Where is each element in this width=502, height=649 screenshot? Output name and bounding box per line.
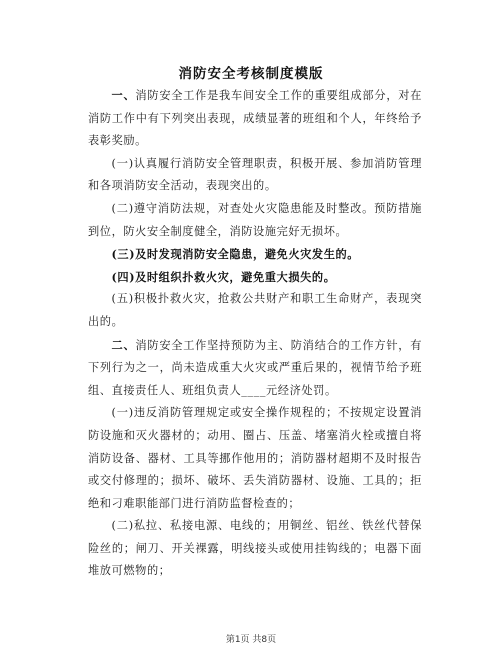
paragraph	[88, 515, 422, 583]
paragraph-text: (一)违反消防管理规定或安全操作规程的；不按规定设置消防设施和灭火器材的；动用、圈占、压盖、堵塞消火栓或擅自将消防设备、器材、工具等挪作他用的；消防器材超期不及时报告或交付修理的；损坏、破坏、丢失消防器材、设施、工具的；拒绝和刁难职能部门进行消防监督检查的；	[88, 406, 422, 510]
paragraph	[88, 288, 422, 333]
paragraph-text: (二)遵守消防法规，对查处火灾隐患能及时整改。预防措施到位，防火安全制度健全，消防设施完好无损坏。	[88, 201, 422, 238]
document-body	[88, 84, 422, 583]
document-title: 消防安全考核制度模版	[178, 66, 324, 82]
paragraph-text: 消防安全工作是我车间安全工作的重要组成部分，对在消防工作中有下列突出表现，成绩显著的班组和个人，年终给予表彰奖励。	[88, 89, 423, 148]
paragraph	[88, 153, 422, 198]
page-number: 第1页 共8页	[225, 635, 277, 645]
paragraph	[88, 84, 422, 153]
paragraph	[88, 334, 422, 403]
section-number: 一、	[111, 88, 136, 102]
paragraph-text: (二)私拉、私接电源、电线的；用铜丝、铝丝、铁丝代替保险丝的；闸刀、开关裸露，明线接头或使用挂钩线的；电器下面堆放可燃物的；	[88, 519, 422, 578]
paragraph-text: (四)及时组织扑救火灾，避免重大损失的。	[111, 269, 336, 284]
paragraph	[88, 402, 422, 515]
paragraph-bold	[88, 243, 422, 266]
paragraph-bold	[88, 266, 422, 289]
paragraph-text: (一)认真履行消防安全管理职责，积极开展、参加消防管理和各项消防安全活动，表现突出的。	[88, 156, 422, 193]
paragraph	[88, 198, 422, 243]
paragraph-text: (五)积极扑救火灾，抢救公共财产和职工生命财产，表现突出的。	[88, 292, 422, 328]
paragraph-text: 消防安全工作坚持预防为主、防消结合的工作方针，有下列行为之一，尚未造成重大火灾或严重后果的，视情节给予班组、直接责任人、班组负责人____元经济处罚。	[88, 338, 423, 397]
section-number: 二、	[111, 337, 136, 352]
paragraph-text: (三)及时发现消防安全隐患，避免火灾发生的。	[111, 247, 360, 262]
